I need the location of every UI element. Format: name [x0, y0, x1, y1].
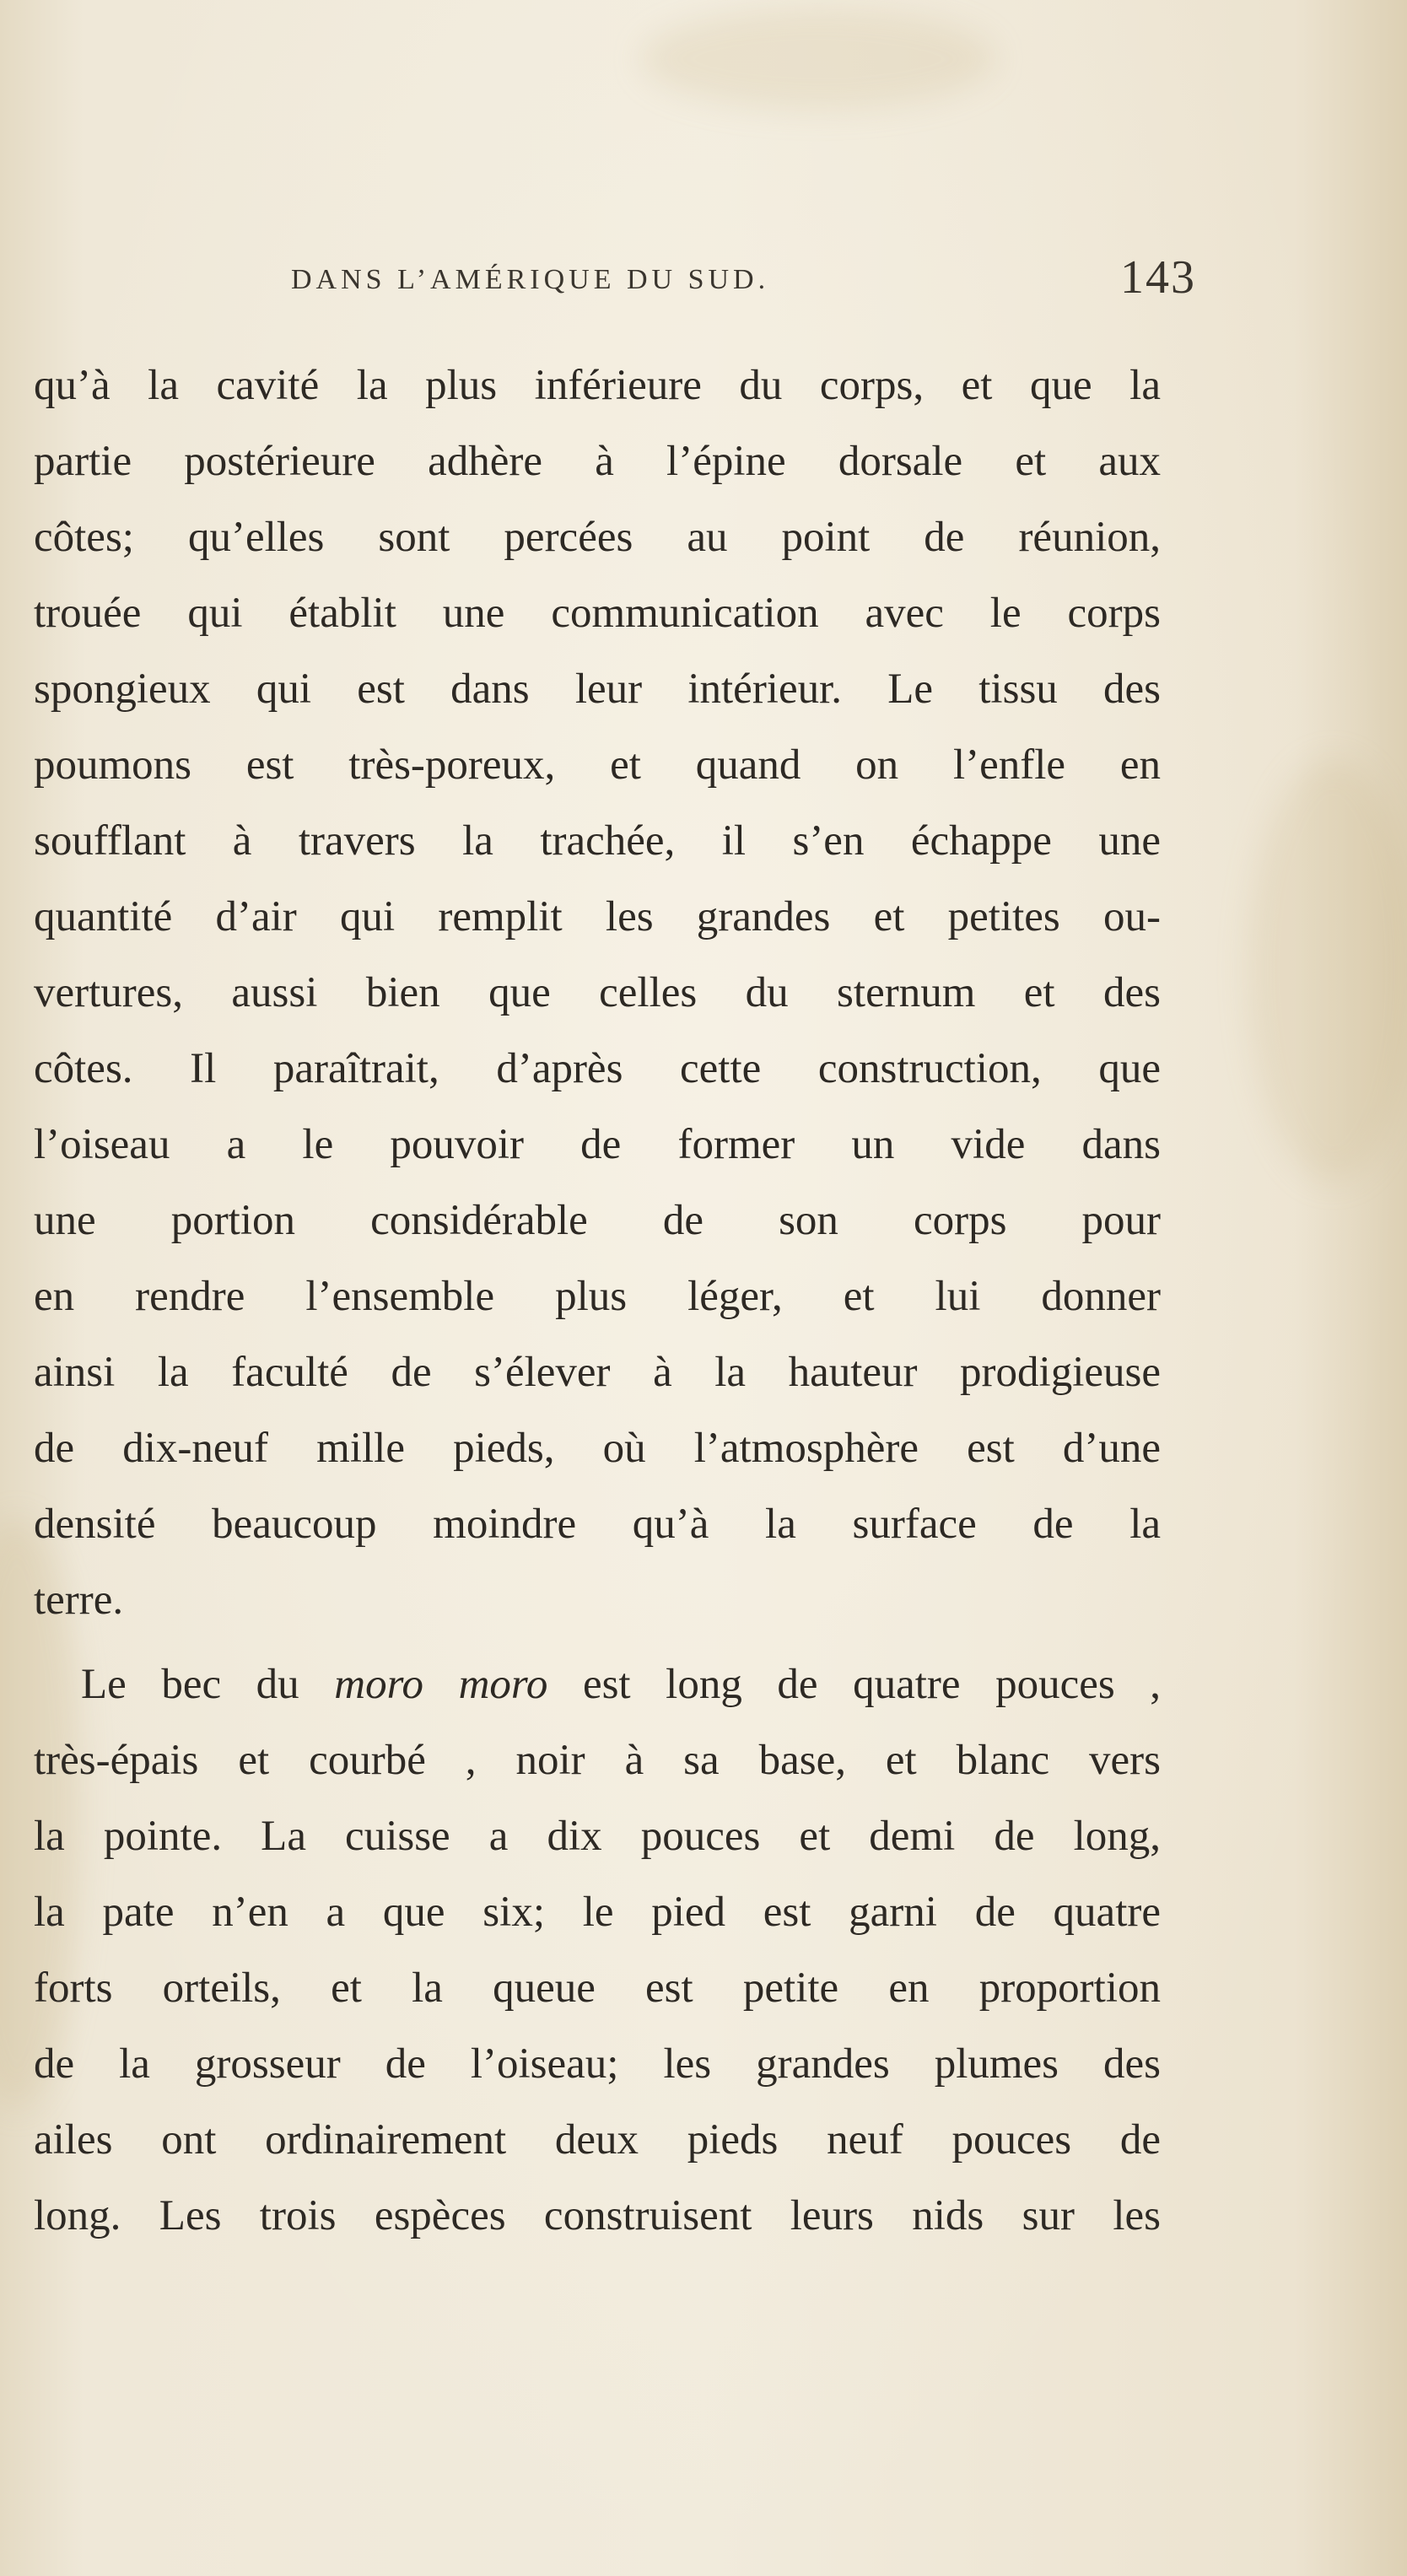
paragraph-gap — [34, 1638, 1161, 1646]
text-line: trouée qui établit une communication avec le corps — [34, 590, 1161, 637]
text-line: la pate n’en a que six; le pied est garni de quatre — [34, 1889, 1161, 1936]
text-line: ainsi la faculté de s’élever à la hauteur prodigieuse — [34, 1349, 1161, 1396]
paper-stain — [641, 8, 995, 110]
text-line: densité beaucoup moindre qu’à la surface de la — [34, 1501, 1161, 1548]
text-run: est long de quatre pouces , — [547, 1661, 1162, 1708]
page-number: 143 — [1120, 251, 1196, 304]
text-line: partie postérieure adhère à l’épine dorsale et aux — [34, 438, 1161, 485]
text-line: forts orteils, et la queue est petite en proportion — [34, 1964, 1161, 2012]
text-line: de la grosseur de l’oiseau; les grandes plumes des — [34, 2040, 1161, 2088]
text-line: ailes ont ordinairement deux pieds neuf pouces de — [34, 2116, 1161, 2164]
text-line: côtes; qu’elles sont percées au point de réunion, — [34, 514, 1161, 561]
text-line: de dix-neuf mille pieds, où l’atmosphère est d’une — [34, 1425, 1161, 1472]
paragraph-1 — [34, 348, 1161, 1638]
paper-stain — [1248, 759, 1407, 1181]
text-line: qu’à la cavité la plus inférieure du corps, et que la — [34, 362, 1161, 409]
text-line: une portion considérable de son corps pour — [34, 1197, 1161, 1244]
text-line: côtes. Il paraîtrait, d’après cette construction, que — [34, 1045, 1161, 1092]
text-line: l’oiseau a le pouvoir de former un vide dans — [34, 1121, 1161, 1168]
text-line: quantité d’air qui remplit les grandes et petites ou- — [34, 893, 1161, 940]
text-line: poumons est très-poreux, et quand on l’enfle en — [34, 741, 1161, 789]
text-line: spongieux qui est dans leur intérieur. Le tissu des — [34, 666, 1161, 713]
text-line: la pointe. La cuisse a dix pouces et demi de long, — [34, 1813, 1161, 1860]
text-line — [34, 1646, 1161, 1722]
page-header — [34, 251, 1196, 308]
text-line: en rendre l’ensemble plus léger, et lui donner — [34, 1273, 1161, 1320]
text-run: Le bec du — [81, 1661, 335, 1708]
body-text — [34, 348, 1161, 2254]
italic-species-name: moro moro — [334, 1661, 548, 1708]
text-line: soufflant à travers la trachée, il s’en échappe une — [34, 817, 1161, 865]
paragraph-2 — [34, 1646, 1161, 2254]
running-head: DANS L’AMÉRIQUE DU SUD. — [291, 264, 770, 295]
text-line: vertures, aussi bien que celles du sternum et des — [34, 969, 1161, 1016]
text-line: long. Les trois espèces construisent leurs nids sur les — [34, 2192, 1161, 2239]
text-line: terre. — [34, 1576, 124, 1624]
text-line: très-épais et courbé , noir à sa base, et blanc vers — [34, 1737, 1161, 1784]
